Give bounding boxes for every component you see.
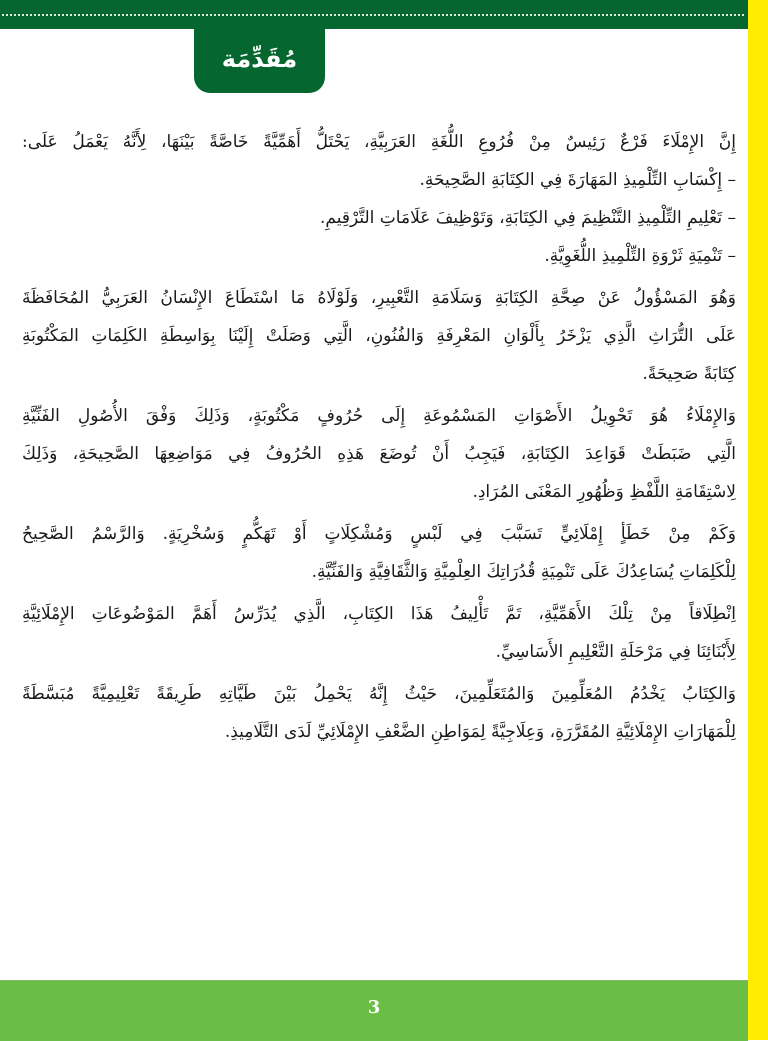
page-edge-strip: [748, 0, 768, 1040]
paragraph-3-line-3: لِاسْتِقَامَةِ اللَّفْظِ وَظُهُورِ المَعْنَى المُرَادِ.: [472, 482, 736, 502]
page-number: 3: [367, 996, 381, 1018]
paragraph-4-line-1: وَكَمْ مِنْ خَطَأٍ إِمْلَائِيٍّ تَسَبَّبَ فِي لَبْسٍ وَمُشْكِلَاتٍ أَوْ تَهَكُّمٍ وَسُخْرِيَةٍ. وَالرَّسْمُ الصَّحِيحُ: [22, 524, 736, 544]
page-title: مُقَدِّمَة: [221, 44, 298, 73]
paragraph-6-line-1: وَالكِتَابُ يَخْدُمُ المُعَلِّمِينَ وَالمُتَعَلِّمِينَ، حَيْثُ إِنَّهُ يَحْمِلُ بَيْنَ طَيَّاتِهِ طَرِيقَةً تَعْلِيمِيَّةً مُبَسَّطَةً: [22, 684, 736, 704]
paragraph-2-line-2: عَلَى التُّرَاثِ الَّذِي يَزْخَرُ بِأَلْوَانِ المَعْرِفَةِ وَالفُنُونِ، الَّتِي وَصَلَتْ إِلَيْنَا بِوَاسِطَةِ الكَلِمَاتِ المَكْتُوبَةِ: [22, 326, 736, 346]
dotted-divider: [2, 14, 744, 16]
paragraph-3-line-1: وَالإِمْلَاءُ هُوَ تَحْوِيلُ الأَصْوَاتِ المَسْمُوعَةِ إِلَى حُرُوفٍ مَكْتُوبَةٍ، وَذَلِكَ وَفْقَ الأُصُولِ الفَنِّيَّةِ: [22, 406, 736, 426]
paragraph-2-line-3: كِتَابَةً صَحِيحَةً.: [642, 364, 736, 384]
paragraph-6-line-2: لِلْمَهَارَاتِ الإِمْلَائِيَّةِ المُقَرَّرَةِ، وَعِلَاجِيَّةً لِمَوَاطِنِ الضَّعْفِ الإِمْلَائِيِّ لَدَى التَّلَامِيذِ.: [224, 722, 736, 742]
header-band: [0, 0, 748, 29]
paragraph-5-line-2: لِأَبْنَائِنَا فِي مَرْحَلَةِ التَّعْلِيمِ الأَسَاسِيِّ.: [495, 642, 736, 662]
bullet-item-1: – إِكْسَابِ التِّلْمِيذِ المَهَارَةَ فِي الكِتَابَةِ الصَّحِيحَةِ.: [419, 170, 736, 190]
paragraph-1-line-1: إِنَّ الإِمْلَاءَ فَرْعٌ رَئِيسٌ مِنْ فُرُوعِ اللُّغَةِ العَرَبِيَّةِ، يَحْتَلُّ أَهَمِّيَّةً خَاصَّةً بَيْنَهَا، لِأَنَّهُ يَعْمَلُ عَلَى:: [22, 132, 736, 152]
paragraph-3-line-2: الَّتِي ضَبَطَتْ قَوَاعِدَ الكِتَابَةِ، فَيَجِبُ أَنْ تُوضَعَ هَذِهِ الحُرُوفُ فِي مَوَاضِعِهَا الصَّحِيحَةِ، وَذَلِكَ: [22, 444, 736, 464]
bullet-item-3: – تَنْمِيَةِ ثَرْوَةِ التِّلْمِيذِ اللُّغَوِيَّةِ.: [544, 246, 736, 266]
body-text: [22, 123, 736, 751]
paragraph-5-line-1: اِنْطِلَاقاً مِنْ تِلْكَ الأَهَمِّيَّةِ، تَمَّ تَأْلِيفُ هَذَا الكِتَابِ، الَّذِي يُدَرِّسُ أَهَمَّ المَوْضُوعَاتِ الإِمْلَائِيَّةِ: [22, 604, 736, 624]
paragraph-2-line-1: وَهُوَ المَسْؤُولُ عَنْ صِحَّةِ الكِتَابَةِ وَسَلَامَةِ التَّعْبِيرِ، وَلَوْلَاهُ مَا اسْتَطَاعَ الإِنْسَانُ العَرَبِيُّ المُحَافَظَةَ: [22, 288, 736, 308]
footer-band: [0, 980, 748, 1041]
title-tab: [194, 28, 325, 93]
paragraph-4-line-2: لِلْكَلِمَاتِ يُسَاعِدُكَ عَلَى تَنْمِيَةِ قُدُرَاتِكَ العِلْمِيَّةِ وَالثَّقَافِيَّةِ وَالفَنِّيَّةِ.: [311, 562, 736, 582]
bullet-item-2: – تَعْلِيمِ التِّلْمِيذِ التَّنْظِيمَ فِي الكِتَابَةِ، وَتَوْظِيفَ عَلَامَاتِ التَّرْقِيمِ.: [319, 208, 736, 228]
